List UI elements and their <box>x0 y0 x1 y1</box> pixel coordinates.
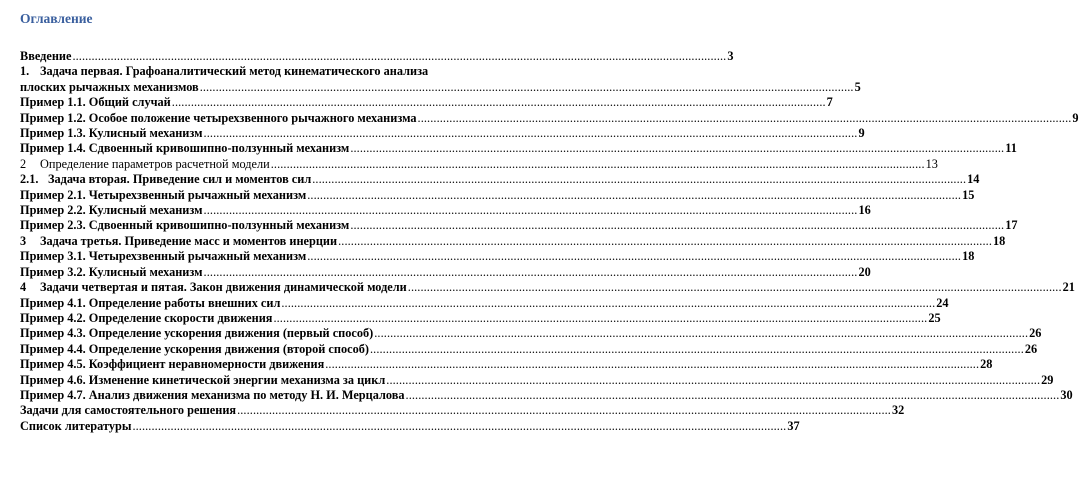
toc-leader-dots <box>418 111 1072 126</box>
toc-entry-title: Пример 1.2. Особое положение четырехзвенного рычажного механизма <box>20 110 417 125</box>
toc-leader-dots <box>204 265 858 280</box>
toc-entry[interactable] <box>20 203 871 218</box>
toc-entry-title: Пример 4.3. Определение ускорения движения (первый способ) <box>20 326 374 341</box>
toc-entry[interactable] <box>20 141 1017 156</box>
toc-entry-title: Пример 4.2. Определение скорости движения <box>20 310 273 325</box>
toc-list <box>20 49 1079 434</box>
toc-leader-dots <box>307 249 961 264</box>
toc-entry-title: Пример 4.4. Определение ускорения движения (второй способ) <box>20 341 369 356</box>
toc-entry-continuation[interactable] <box>20 79 861 95</box>
toc-entry-page: 37 <box>787 418 800 433</box>
toc-entry-page: 21 <box>1062 280 1075 295</box>
toc-entry[interactable] <box>20 172 980 187</box>
toc-entry-page: 15 <box>962 187 975 202</box>
toc-leader-dots <box>325 357 979 372</box>
toc-entry-title: Пример 1.1. Общий случай <box>20 95 171 110</box>
toc-entry-title: Задачи для самостоятельного решения <box>20 403 237 418</box>
toc-entry-title: Пример 1.4. Сдвоенный кривошипно-ползунный механизм <box>20 141 350 156</box>
toc-leader-dots <box>374 326 1028 341</box>
toc-leader-dots <box>338 234 992 249</box>
toc-leader-dots <box>370 342 1024 357</box>
toc-entry-number: 3 <box>20 233 27 248</box>
toc-leader-dots <box>204 203 858 218</box>
toc-entry[interactable] <box>20 403 905 418</box>
toc-leader-dots <box>350 141 1004 156</box>
toc-entry-page: 16 <box>858 203 871 218</box>
toc-entry-page: 24 <box>936 295 949 310</box>
toc-page <box>20 11 1079 434</box>
toc-entry-page: 32 <box>891 403 905 418</box>
toc-entry[interactable] <box>20 357 993 372</box>
toc-entry[interactable] <box>20 264 871 280</box>
toc-entry-page: 9 <box>1072 110 1079 125</box>
toc-entry-title-line2: плоских рычажных механизмов <box>20 79 199 94</box>
toc-entry[interactable] <box>20 233 1006 249</box>
toc-entry[interactable] <box>20 418 800 434</box>
toc-entry-page: 26 <box>1024 341 1038 356</box>
toc-entry-page: 7 <box>826 95 833 110</box>
toc-leader-dots <box>172 95 826 110</box>
toc-entry-page: 5 <box>854 79 861 94</box>
toc-entry-page: 14 <box>967 172 980 187</box>
toc-leader-dots <box>204 126 858 141</box>
toc-entry[interactable] <box>20 126 865 141</box>
toc-entry[interactable] <box>20 187 975 203</box>
toc-entry[interactable] <box>20 49 734 64</box>
toc-entry-title: Пример 2.1. Четырехзвенный рычажный механизм <box>20 187 307 202</box>
toc-entry[interactable] <box>20 64 511 79</box>
toc-entry-title: Список литературы <box>20 418 132 433</box>
toc-entry-title: Пример 1.3. Кулисный механизм <box>20 126 203 141</box>
toc-entry-title: Пример 2.2. Кулисный механизм <box>20 203 203 218</box>
toc-entry-title: Пример 3.2. Кулисный механизм <box>20 264 203 279</box>
toc-entry-title: Пример 4.6. Изменение кинетической энергии механизма за цикл <box>20 372 386 387</box>
toc-entry-number: 2 <box>20 156 27 171</box>
toc-leader-dots <box>200 80 854 95</box>
toc-entry[interactable] <box>20 280 1075 295</box>
toc-entry-page: 9 <box>858 126 865 141</box>
toc-entry-title: Задача третья. Приведение масс и моментов инерции <box>40 233 338 248</box>
toc-entry-title: Пример 4.5. Коэффициент неравномерности движения <box>20 357 325 372</box>
toc-entry-title: Пример 4.1. Определение работы внешних сил <box>20 295 281 310</box>
toc-entry-page: 17 <box>1005 218 1018 233</box>
toc-entry-title: Задача вторая. Приведение сил и моментов сил <box>48 172 312 187</box>
toc-entry-page: 29 <box>1041 372 1054 387</box>
toc-leader-dots <box>72 49 726 64</box>
toc-entry-page: 20 <box>858 264 871 279</box>
toc-entry-title: Введение <box>20 49 72 63</box>
toc-leader-dots <box>307 188 961 203</box>
toc-leader-dots <box>386 373 1040 388</box>
toc-entry[interactable] <box>20 295 949 311</box>
toc-entry-page: 18 <box>993 233 1006 248</box>
toc-entry[interactable] <box>20 326 1042 341</box>
toc-entry-page: 28 <box>980 357 993 372</box>
toc-entry-title: Определение параметров расчетной модели <box>40 156 270 171</box>
toc-entry[interactable] <box>20 341 1038 357</box>
toc-entry[interactable] <box>20 110 1079 126</box>
toc-entry-page: 26 <box>1029 326 1042 341</box>
toc-leader-dots <box>406 388 1060 403</box>
toc-entry-title: Пример 4.7. Анализ движения механизма по методу Н. И. Мерцалова <box>20 387 405 402</box>
toc-entry-title: Задачи четвертая и пятая. Закон движения динамической модели <box>40 280 407 295</box>
toc-entry-number: 4 <box>20 280 27 295</box>
toc-leader-dots <box>350 218 1004 233</box>
toc-entry[interactable] <box>20 372 1054 388</box>
toc-leader-dots <box>312 172 966 187</box>
toc-entry-page: 30 <box>1060 387 1073 402</box>
toc-entry[interactable] <box>20 387 1073 403</box>
toc-heading: Оглавление <box>20 11 93 26</box>
toc-leader-dots <box>237 403 891 418</box>
toc-entry-title: Пример 3.1. Четырехзвенный рычажный механизм <box>20 249 307 264</box>
toc-leader-dots <box>271 157 925 172</box>
toc-entry-title: Пример 2.3. Сдвоенный кривошипно-ползунный механизм <box>20 218 350 233</box>
toc-entry[interactable] <box>20 95 833 110</box>
toc-leader-dots <box>408 280 1062 295</box>
toc-entry-page: 25 <box>928 310 941 325</box>
toc-entry[interactable] <box>20 249 975 264</box>
toc-leader-dots <box>132 419 786 434</box>
toc-entry[interactable] <box>20 156 938 172</box>
toc-entry-page: 13 <box>925 156 938 171</box>
toc-entry-number: 2.1. <box>20 172 39 187</box>
toc-leader-dots <box>273 311 927 326</box>
toc-entry[interactable] <box>20 310 941 326</box>
toc-entry-page: 3 <box>727 49 734 63</box>
toc-leader-dots <box>281 296 935 311</box>
toc-entry-page: 11 <box>1005 141 1017 156</box>
toc-entry[interactable] <box>20 218 1018 233</box>
toc-entry-number: 1. <box>20 64 30 79</box>
toc-entry-title: Задача первая. Графоаналитический метод кинематического анализа <box>40 64 429 79</box>
toc-entry-page: 18 <box>962 249 975 264</box>
